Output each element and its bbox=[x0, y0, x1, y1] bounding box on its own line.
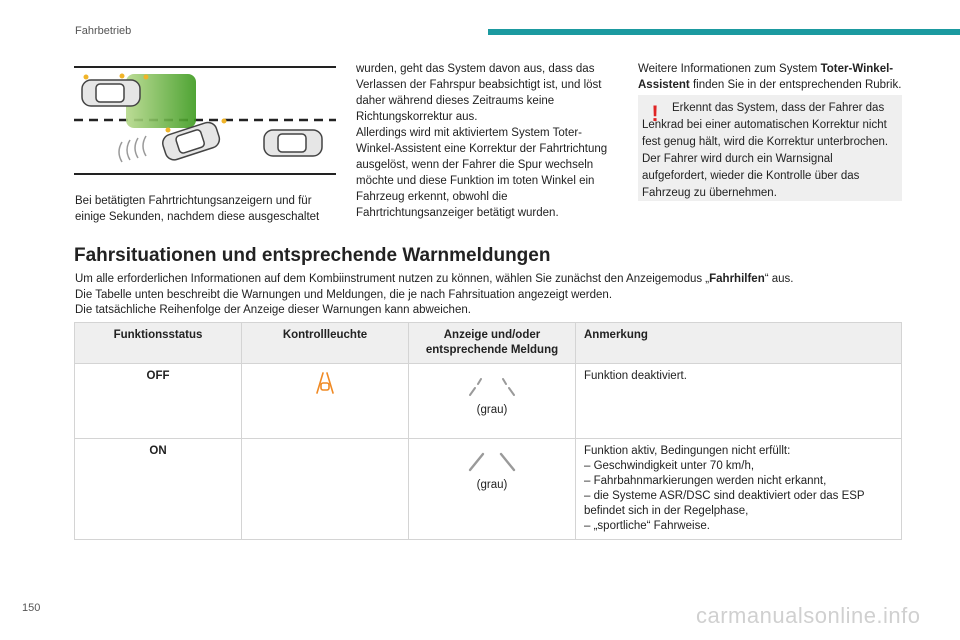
remark-line: Funktion deaktiviert. bbox=[584, 370, 687, 382]
lane-change-illustration bbox=[74, 66, 336, 176]
status-table bbox=[74, 322, 902, 540]
warning-text: Erkennt das System, dass der Fahrer das Lenkrad bei einer automatischen Korrektur nicht fest genug hält, wird die Korrektur unterbrochen. Der Fahrer wird durch ein Warnsignal aufgefordert, wieder die Kontrolle über das Fahrzeug zu übernehmen. bbox=[642, 102, 889, 199]
table-row bbox=[75, 439, 902, 540]
motion-trail-icon bbox=[119, 136, 146, 162]
section-intro bbox=[75, 272, 915, 319]
header-accent-bar bbox=[488, 29, 960, 35]
column-header-display: Anzeige und/oder entsprechende Meldung bbox=[409, 323, 576, 364]
remark-line: – Geschwindigkeit unter 70 km/h, bbox=[584, 460, 755, 472]
table-row bbox=[75, 364, 902, 439]
table-header-row bbox=[75, 323, 902, 364]
intro-paragraph-col1: Bei betätigten Fahrtrichtungsanzeigern und für einige Sekunden, nachdem diese ausgeschaltet bbox=[75, 195, 320, 223]
display-cell bbox=[409, 439, 576, 540]
column-header-remark: Anmerkung bbox=[576, 323, 902, 364]
col3-text-post: finden Sie in der entsprechenden Rubrik. bbox=[689, 79, 902, 91]
lane-lines-solid-icon bbox=[462, 446, 522, 472]
intro-line-1 bbox=[75, 272, 915, 288]
warning-note bbox=[638, 95, 902, 201]
status-cell: ON bbox=[75, 439, 242, 540]
column-header-indicator: Kontrollleuchte bbox=[242, 323, 409, 364]
remark-line: – Fahrbahnmarkierungen werden nicht erkannt, bbox=[584, 475, 827, 487]
status-cell: OFF bbox=[75, 364, 242, 439]
intro-line-1-pre: Um alle erforderlichen Informationen auf dem Kombiinstrument nutzen zu können, wählen Sie zunächst den Anzeigemodus „ bbox=[75, 273, 710, 285]
intro-line-3: Die tatsächliche Reihenfolge der Anzeige dieser Warnungen kann abweichen. bbox=[75, 304, 471, 316]
paragraph-col3 bbox=[638, 61, 902, 93]
car-left-icon bbox=[82, 80, 140, 106]
col3-text-pre: Weitere Informationen zum System bbox=[638, 63, 821, 75]
remark-line: – die Systeme ASR/DSC sind deaktiviert oder das ESP befindet sich in der Regelphase, bbox=[584, 490, 865, 517]
indicator-cell bbox=[242, 364, 409, 439]
remark-cell bbox=[576, 439, 902, 540]
intro-line-1-bold: Fahrhilfen bbox=[709, 273, 765, 285]
intro-line-2: Die Tabelle unten beschreibt die Warnungen und Meldungen, die je nach Fahrsituation angezeigt werden. bbox=[75, 288, 613, 301]
watermark: carmanualsonline.info bbox=[696, 603, 921, 628]
col2-paragraph-1: wurden, geht das System davon aus, dass das Verlassen der Fahrspur beabsichtigt ist, und löst daher während dieses Zeitraums keine Richtungskorrektur aus. bbox=[356, 63, 602, 123]
car-right-icon bbox=[264, 130, 322, 156]
intro-line-1-post: “ aus. bbox=[764, 273, 794, 285]
display-caption: (grau) bbox=[476, 479, 508, 491]
col3-text-bold: Toter-Winkel-Assistent bbox=[638, 63, 894, 91]
section-heading: Fahrsituationen und entsprechende Warnmeldungen bbox=[74, 245, 551, 266]
paragraph-col2 bbox=[356, 61, 618, 221]
lane-keeping-warning-icon bbox=[312, 371, 338, 395]
page-number: 150 bbox=[22, 602, 41, 614]
warning-exclamation-icon: ! bbox=[651, 101, 659, 126]
display-cell bbox=[409, 364, 576, 439]
remark-line: – „sportliche“ Fahrweise. bbox=[584, 520, 710, 532]
remark-cell bbox=[576, 364, 902, 439]
lane-lines-dashed-icon bbox=[462, 371, 522, 397]
remark-line: Funktion aktiv, Bedingungen nicht erfüllt: bbox=[584, 445, 791, 457]
running-header: Fahrbetrieb bbox=[75, 25, 132, 37]
indicator-cell bbox=[242, 439, 409, 540]
column-header-status: Funktionsstatus bbox=[75, 323, 242, 364]
display-caption: (grau) bbox=[476, 404, 508, 416]
col2-paragraph-2: Allerdings wird mit aktiviertem System Toter-Winkel-Assistent eine Korrektur der Fahrtrichtung ausgelöst, wenn der Fahrer die Spur wechseln möchte und diese Funktion im toten Winkel ein Fahrzeug erkennt, obwohl die Fahrtrichtungsanzeiger betätigt wurden. bbox=[356, 127, 608, 219]
